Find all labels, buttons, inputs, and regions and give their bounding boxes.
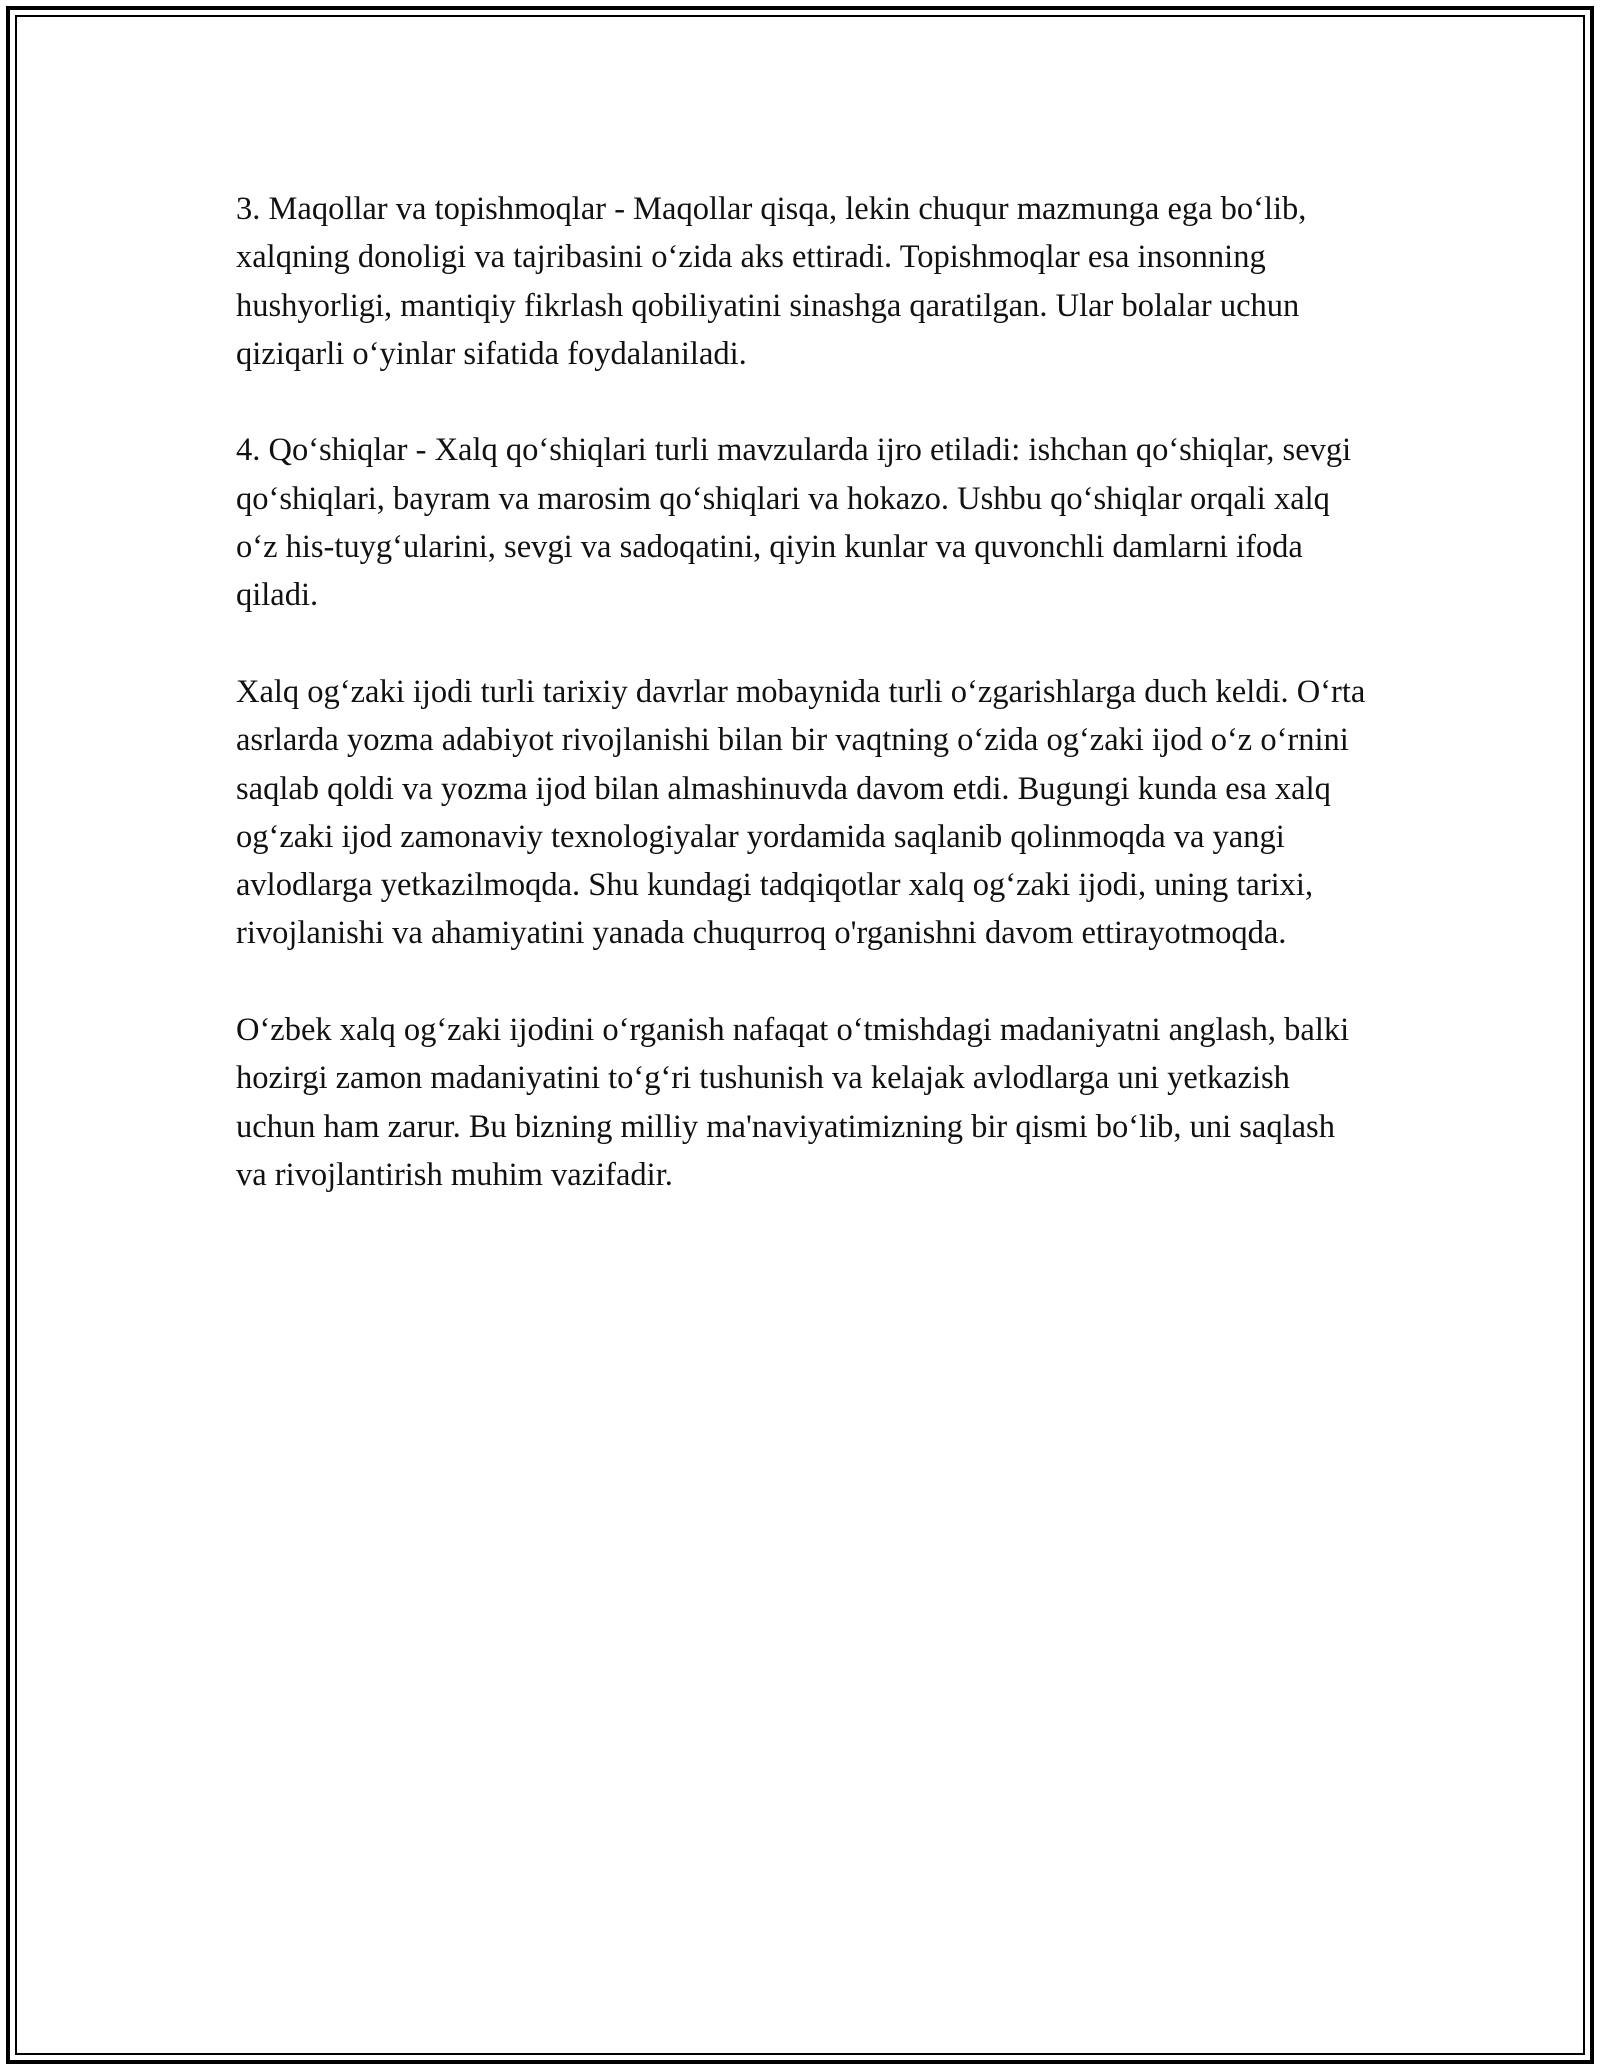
paragraph-proverbs-riddles: 3. Maqollar va topishmoqlar - Maqollar qisqa, lekin chuqur mazmunga ega bo‘lib, xalqning donoligi va tajribasini o‘zida aks ettiradi. Topishmoqlar esa insonning hushyorligi, mantiqiy fikrlash qobiliyatini sinashga qaratilgan. Ular bolalar uchun qiziqarli o‘yinlar sifatida foydalaniladi. — [236, 191, 1307, 372]
paragraph-songs: 4. Qo‘shiqlar - Xalq qo‘shiqlari turli mavzularda ijro etiladi: ishchan qo‘shiqlar, sevgi qo‘shiqlari, bayram va marosim qo‘shiqlari va hokazo. Ushbu qo‘shiqlar orqali xalq o‘z his-tuyg‘ularini, sevgi va sadoqatini, qiyin kunlar va quvonchli damlarni ifoda qiladi. — [236, 432, 1352, 614]
paragraph-conclusion: O‘zbek xalq og‘zaki ijodini o‘rganish nafaqat o‘tmishdagi madaniyatni anglash, balki hozirgi zamon madaniyatini to‘g‘ri tushunish va kelajak avlodlarga uni yetkazish uchun ham zarur. Bu bizning milliy ma'naviyatimizning bir qismi bo‘lib, uni saqlash va rivojlantirish muhim vazifadir. — [236, 1012, 1350, 1193]
document-body — [236, 185, 1366, 1248]
paragraph-history: Xalq og‘zaki ijodi turli tarixiy davrlar mobaynida turli o‘zgarishlarga duch keldi. O‘rta asrlarda yozma adabiyot rivojlanishi bilan bir vaqtning o‘zida og‘zaki ijod o‘z o‘rnini saqlab qoldi va yozma ijod bilan almashinuvda davom etdi. Bugungi kunda esa xalq og‘zaki ijod zamonaviy texnologiyalar yordamida saqlanib qolinmoqda va yangi avlodlarga yetkazilmoqda. Shu kundagi tadqiqotlar xalq og‘zaki ijodi, uning tarixi, rivojlanishi va ahamiyatini yanada chuqurroq o'rganishni davom ettirayotmoqda. — [236, 673, 1366, 952]
